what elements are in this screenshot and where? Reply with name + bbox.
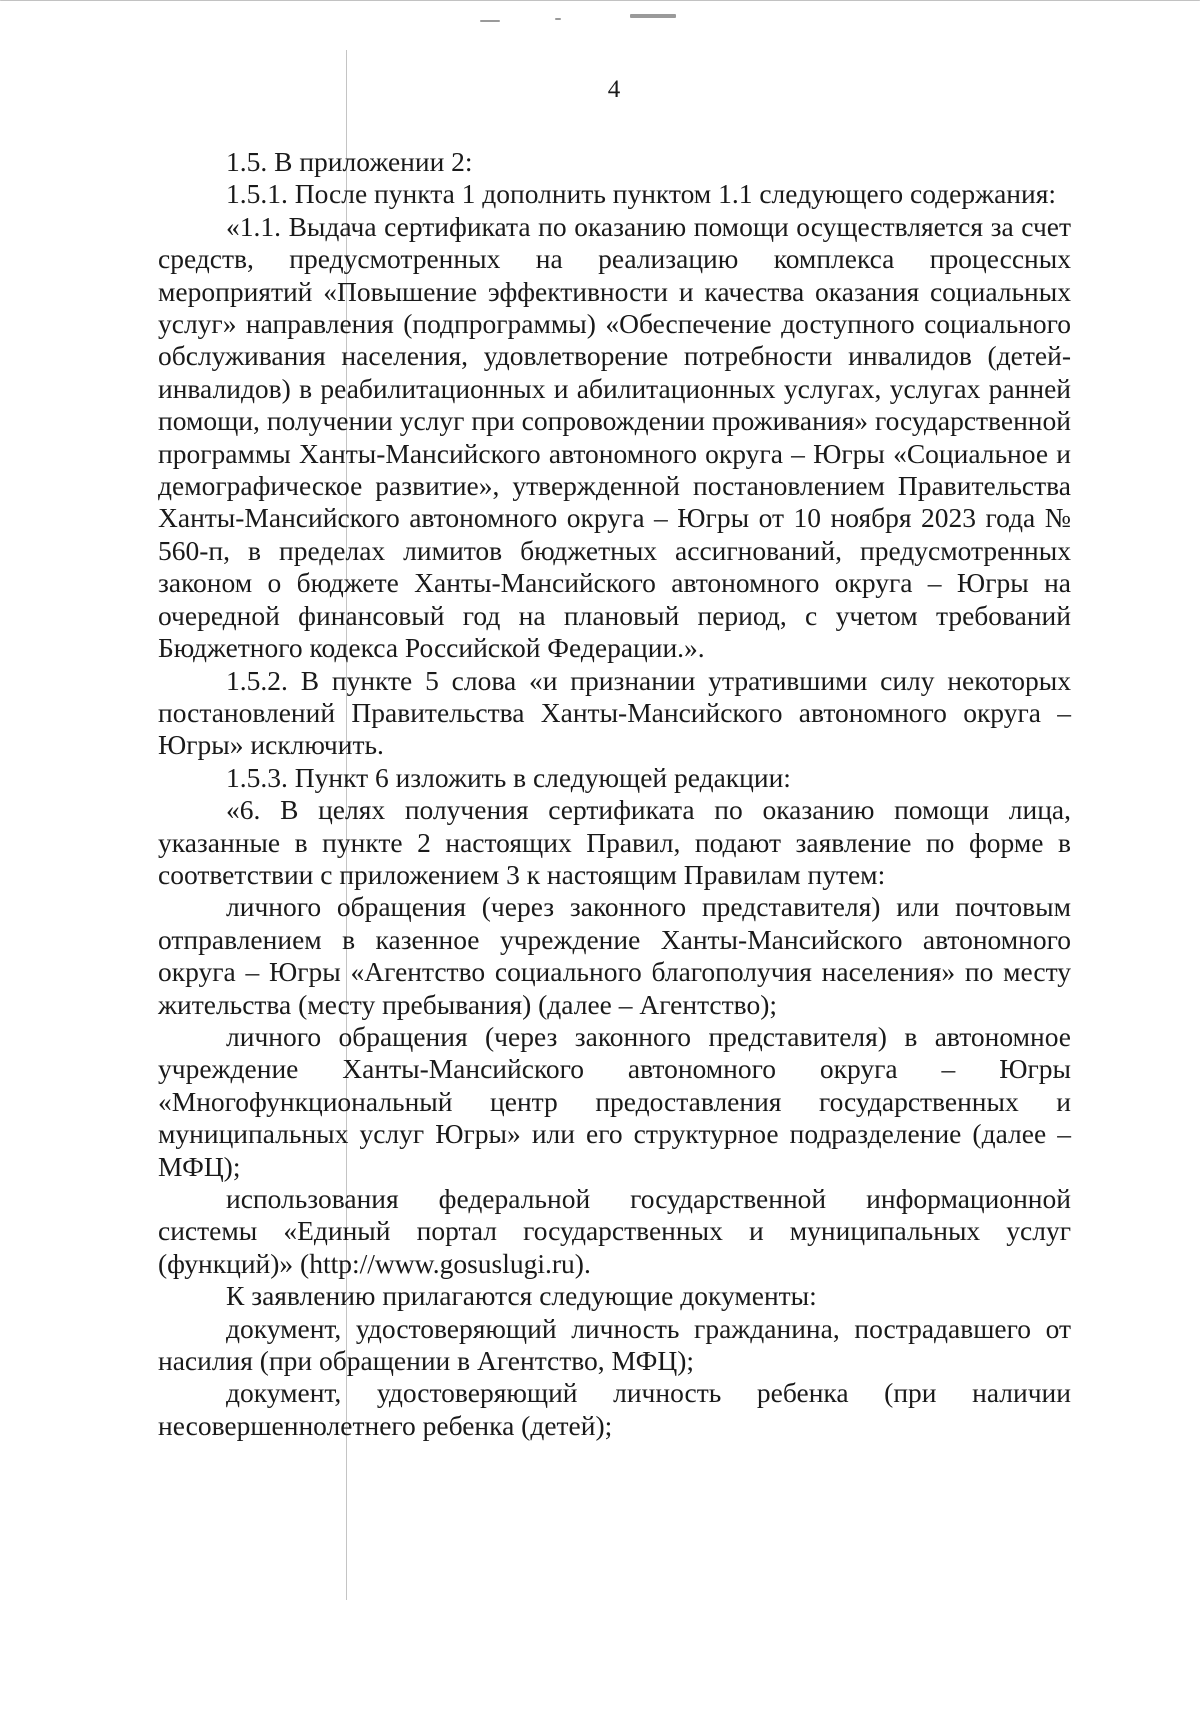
scan-speck (555, 18, 561, 20)
list-item-agency: личного обращения (через законного представителя) или почтовым отправлением в казенное учреждение Ханты-Мансийского автономного округа – Югры «Агентство социального благополучия населения» по месту жительства (месту пребывания) (далее – Агентство); (158, 891, 1071, 1020)
section-heading-1-5: 1.5. В приложении 2: (226, 146, 473, 177)
scan-speck (630, 14, 676, 18)
scan-speck (480, 20, 500, 22)
scan-speck (0, 0, 1200, 1)
list-item-mfc: личного обращения (через законного представителя) в автономное учреждение Ханты-Мансийского автономного округа – Югры «Многофункциональный центр предоставления государственных и муниципальных услуг Югры» или его структурное подразделение (далее – МФЦ); (158, 1020, 1071, 1182)
document-item-citizen-id: документ, удостоверяющий личность гражданина, пострадавшего от насилия (при обращении в Агентство, МФЦ); (158, 1312, 1071, 1377)
page-number: 4 (607, 76, 621, 103)
paragraph-1-5-1: 1.5.1. После пункта 1 дополнить пунктом 1.1 следующего содержания: (226, 178, 1057, 210)
document-item-child-id: документ, удостоверяющий личность ребенка (при наличии несовершеннолетнего ребенка (детей); (158, 1377, 1071, 1441)
document-body (158, 146, 1071, 1442)
paragraph-1-5-2: 1.5.2. В пункте 5 слова «и признании утратившими силу некоторых постановлений Правительства Ханты-Мансийского автономного округа – Югры» исключить. (158, 664, 1071, 761)
list-item-gosuslugi: использования федеральной государственной информационной системы «Единый портал государственных и муниципальных услуг (функций)» (http://www.gosuslugi.ru). (158, 1183, 1071, 1279)
paragraph-1-5-3: 1.5.3. Пункт 6 изложить в следующей редакции: (226, 761, 791, 793)
documents-intro: К заявлению прилагаются следующие документы: (226, 1280, 817, 1312)
quoted-clause-1-1: «1.1. Выдача сертификата по оказанию помощи осуществляется за счет средств, предусмотренных на реализацию комплекса процессных мероприятий «Повышение эффективности и качества оказания социальных услуг» направления (подпрограммы) «Обеспечение доступного социального обслуживания населения, удовлетворение потребности инвалидов (детей-инвалидов) в реабилитационных и абилитационных услугах, услугах ранней помощи, получении услуг при сопровождении проживания» государственной программы Ханты-Мансийского автономного округа – Югры «Социальное и демографическое развитие», утвержденной постановлением Правительства Ханты-Мансийского автономного округа – Югры от 10 ноября 2023 года № 560-п, в пределах лимитов бюджетных ассигнований, предусмотренных законом о бюджете Ханты-Мансийского автономного округа – Югры на очередной финансовый год на плановый период, с учетом требований Бюджетного кодекса Российской Федерации.». (158, 210, 1071, 664)
quoted-clause-6: «6. В целях получения сертификата по оказанию помощи лица, указанные в пункте 2 настоящих Правил, подают заявление по форме в соответствии с приложением 3 к настоящим Правилам путем: (158, 794, 1071, 890)
